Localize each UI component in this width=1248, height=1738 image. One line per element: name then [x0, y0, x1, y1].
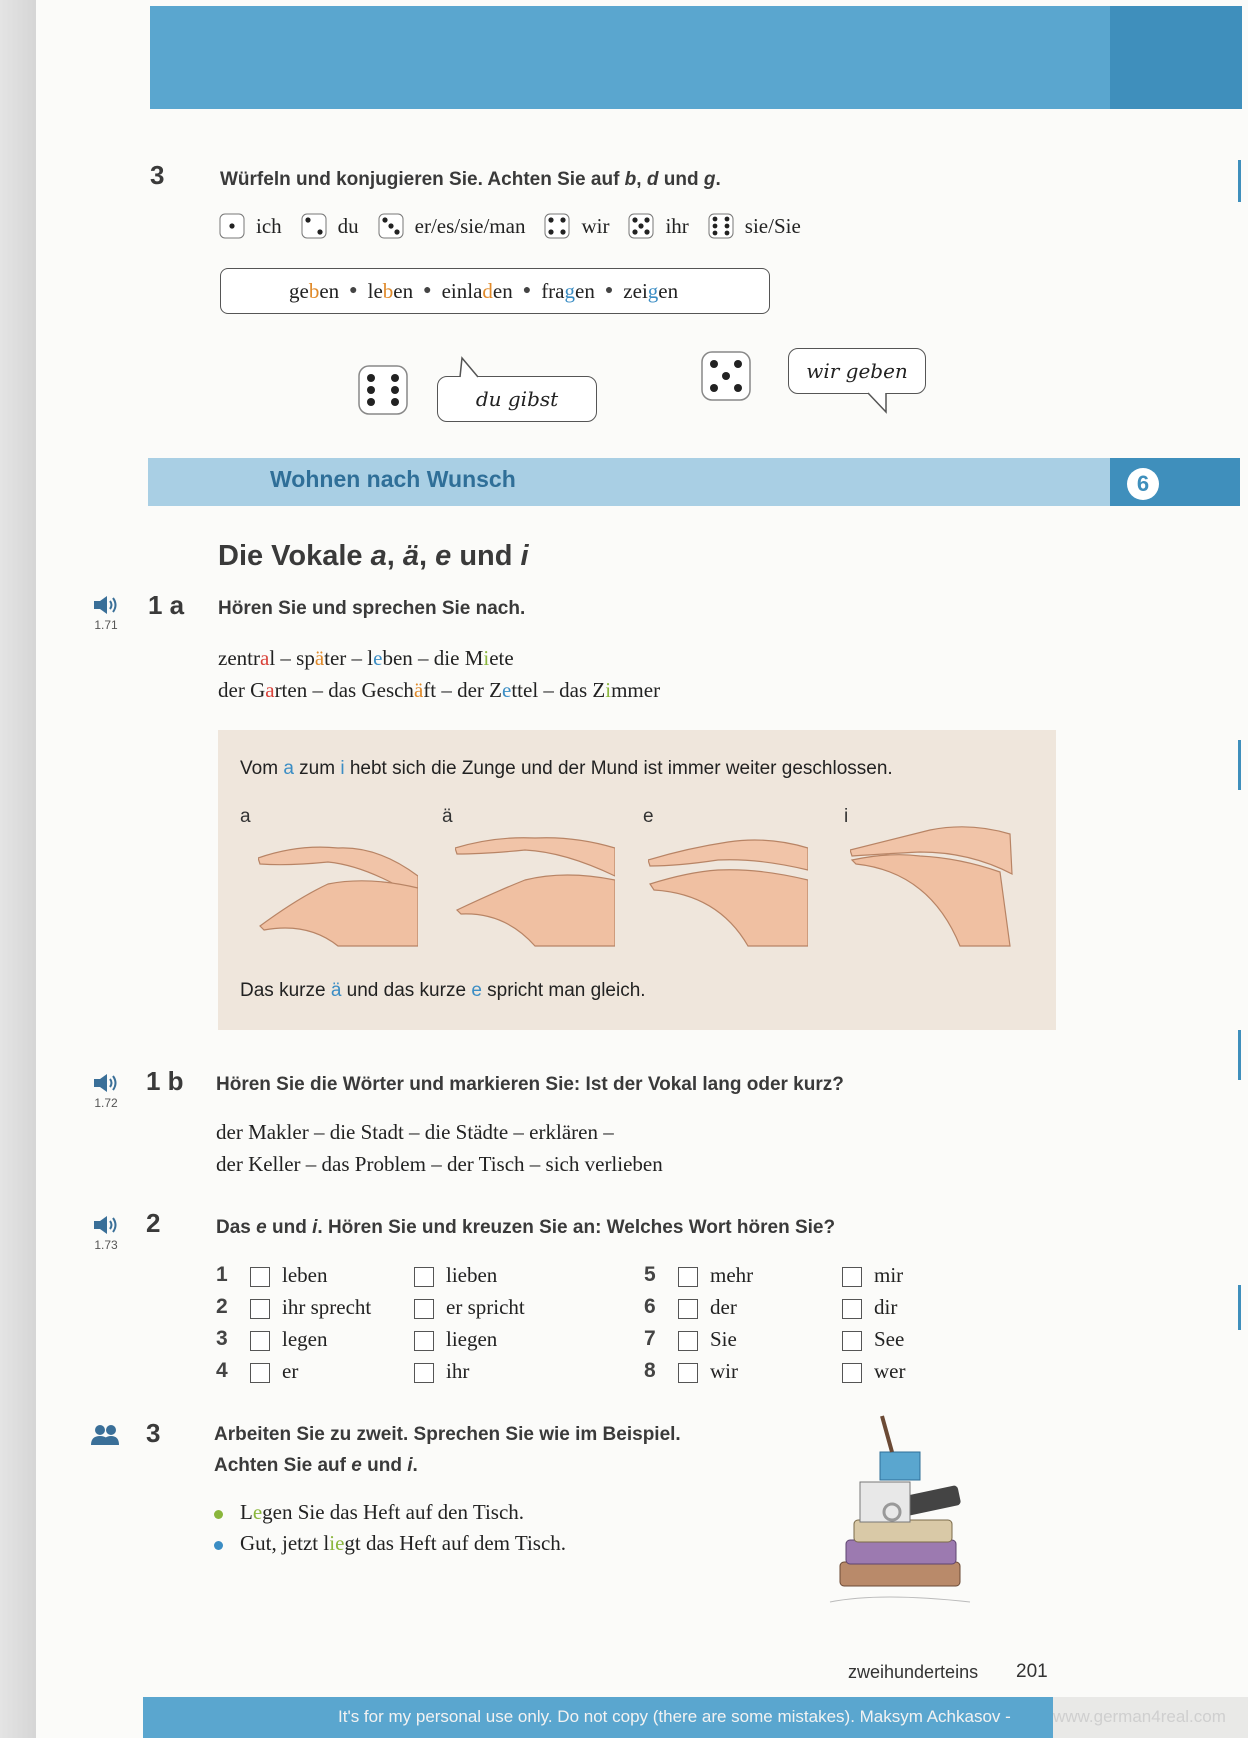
verb-item: fragen	[541, 278, 595, 303]
answer-checkbox[interactable]	[414, 1267, 434, 1287]
bullet-blue	[214, 1541, 223, 1550]
page-number-word: zweihunderteins	[848, 1662, 979, 1682]
word-line	[218, 678, 660, 703]
answer-checkbox[interactable]	[250, 1363, 270, 1383]
item-number: 5	[644, 1263, 656, 1286]
word-segment: ete	[489, 646, 514, 670]
item-number: 8	[644, 1359, 656, 1382]
separator-dot: ●	[349, 283, 358, 298]
answer-checkbox[interactable]	[414, 1299, 434, 1319]
speech-bubble-du-gibst: du gibst	[437, 376, 597, 422]
exercise-number: 1 b	[146, 1066, 184, 1096]
hand-label: a	[240, 806, 251, 827]
separator-dot: ●	[604, 283, 614, 298]
example-sentence: Gut, jetzt liegt das Heft auf dem Tisch.	[240, 1531, 567, 1555]
highlighted-vowel: ä	[413, 678, 424, 702]
pronoun-label: ich	[256, 213, 282, 238]
item-number: 2	[216, 1295, 228, 1318]
books-and-objects-illustration	[820, 1412, 990, 1612]
audio-track-marker	[86, 1214, 126, 1252]
exercise-number: 3	[150, 160, 165, 190]
answer-checkbox[interactable]	[250, 1331, 270, 1351]
scan-watermark-site: www.german4real.com	[1053, 1707, 1226, 1726]
answer-word: liegen	[446, 1327, 498, 1351]
page-edge-tab	[1238, 1285, 1241, 1330]
speaker-icon	[91, 1072, 121, 1094]
item-number: 6	[644, 1295, 656, 1318]
page-number: 201	[1016, 1661, 1048, 1682]
exercise-title: Arbeiten Sie zu zweit. Sprechen Sie wie im Beispiel.	[214, 1424, 681, 1445]
partner-work-icon	[90, 1424, 120, 1446]
dice-icon	[300, 212, 328, 240]
word-segment: der G	[218, 678, 266, 702]
dice-pronoun	[543, 212, 609, 240]
speech-bubble-tail	[866, 392, 890, 414]
speech-bubble-wir-geben: wir geben	[788, 348, 926, 394]
pronoun-label: ihr	[665, 213, 689, 238]
verb-item: leben	[367, 278, 414, 303]
hands-illustration-ae	[455, 818, 615, 948]
answer-word: ihr	[446, 1359, 470, 1383]
highlighted-vowel: e	[373, 646, 383, 670]
answer-checkbox[interactable]	[250, 1267, 270, 1287]
pronoun-label: er/es/sie/man	[414, 213, 526, 238]
word-segment: zentr	[218, 646, 260, 670]
item-number: 4	[216, 1359, 228, 1382]
answer-word: See	[874, 1327, 905, 1351]
speaker-icon	[91, 1214, 121, 1236]
audio-track-marker	[86, 594, 126, 632]
item-number: 3	[216, 1327, 228, 1350]
word-line	[218, 646, 514, 671]
exercise-title: Hören Sie und sprechen Sie nach.	[218, 598, 526, 619]
answer-checkbox[interactable]	[250, 1299, 270, 1319]
hand-label: e	[643, 806, 654, 827]
exercise-number: 3	[146, 1418, 161, 1448]
hands-illustration-e	[648, 818, 808, 948]
verb-item: zeigen	[623, 278, 679, 303]
page-heading: Die Vokale a, ä, e und i	[218, 540, 529, 572]
answer-word: ihr sprecht	[282, 1295, 372, 1319]
large-dice-icon	[355, 362, 411, 418]
answer-word: mir	[874, 1263, 904, 1287]
answer-checkbox[interactable]	[678, 1267, 698, 1287]
top-color-band	[150, 6, 1110, 109]
hands-illustration-a	[258, 818, 418, 948]
word-segment: ben – die M	[382, 646, 484, 670]
highlighted-vowel: a	[259, 646, 270, 670]
word-segment: mmer	[611, 678, 661, 702]
dice-pronoun	[300, 212, 359, 240]
answer-checkbox[interactable]	[678, 1331, 698, 1351]
word-segment: l – sp	[269, 646, 315, 670]
highlighted-vowel: e	[502, 678, 512, 702]
word-segment: ft – der Z	[423, 678, 502, 702]
exercise-title: Hören Sie die Wörter und markieren Sie: Ist der Vokal lang oder kurz?	[216, 1074, 844, 1095]
bullet-green	[214, 1510, 223, 1519]
example-sentence: Legen Sie das Heft auf den Tisch.	[240, 1500, 525, 1524]
chapter-number: 6	[1127, 468, 1159, 500]
answer-checkbox[interactable]	[842, 1363, 862, 1383]
dice-icon	[543, 212, 571, 240]
word-line: der Makler – die Stadt – die Städte – erklären –	[216, 1120, 614, 1144]
verb-item: geben	[289, 278, 340, 303]
answer-word: leben	[282, 1263, 328, 1287]
speaker-icon	[91, 594, 121, 616]
audio-track-number: 1.72	[94, 1096, 118, 1110]
exercise-number: 2	[146, 1208, 161, 1238]
dice-icon	[218, 212, 246, 240]
audio-track-marker	[86, 1072, 126, 1110]
dice-pronoun	[377, 212, 526, 240]
hands-illustration-i	[850, 812, 1015, 948]
answer-word: dir	[874, 1295, 898, 1319]
exercise-title: Das e und i. Hören Sie und kreuzen Sie an: Welches Wort hören Sie?	[216, 1217, 836, 1238]
answer-word: wer	[874, 1359, 906, 1383]
answer-word: er	[282, 1359, 299, 1383]
vowel-note-text: Das kurze ä und das kurze e spricht man gleich.	[240, 980, 646, 1001]
large-dice-icon	[698, 348, 754, 404]
highlighted-vowel: a	[265, 678, 275, 702]
highlighted-vowel: i	[605, 678, 612, 702]
vowel-rule-text: Vom a zum i hebt sich die Zunge und der Mund ist immer weiter geschlossen.	[240, 758, 893, 779]
answer-checkbox[interactable]	[842, 1331, 862, 1351]
dice-icon	[627, 212, 655, 240]
hand-label: i	[844, 806, 849, 827]
dice-pronoun-row	[218, 212, 819, 240]
separator-dot: ●	[423, 283, 432, 298]
audio-track-number: 1.71	[94, 618, 118, 632]
answer-word: wir	[710, 1359, 738, 1383]
word-line: der Keller – das Problem – der Tisch – sich verlieben	[216, 1152, 663, 1176]
answer-checkbox[interactable]	[842, 1299, 862, 1319]
answer-word: legen	[282, 1327, 328, 1351]
highlighted-vowel: i	[483, 646, 490, 670]
speech-bubble-tail	[458, 356, 482, 378]
page-edge-tab	[1238, 160, 1241, 202]
word-segment: ttel – das Z	[511, 678, 606, 702]
answer-checkbox[interactable]	[842, 1267, 862, 1287]
word-segment: ter – l	[324, 646, 374, 670]
page-edge-tab	[1238, 740, 1241, 790]
audio-track-number: 1.73	[94, 1238, 118, 1252]
item-number: 1	[216, 1263, 228, 1286]
dice-pronoun	[627, 212, 688, 240]
dice-icon	[377, 212, 405, 240]
exercise-title: Würfeln und konjugieren Sie. Achten Sie auf b, d und g.	[220, 169, 721, 190]
pronoun-label: wir	[581, 213, 610, 238]
pronoun-label: du	[337, 213, 359, 238]
answer-checkbox[interactable]	[414, 1363, 434, 1383]
answer-word: mehr	[710, 1263, 754, 1287]
pronoun-label: sie/Sie	[744, 213, 801, 238]
dice-icon	[707, 212, 735, 240]
answer-word: Sie	[710, 1327, 737, 1351]
answer-checkbox[interactable]	[678, 1299, 698, 1319]
hand-label: ä	[442, 806, 453, 827]
exercise-subtitle: Achten Sie auf e und i.	[214, 1455, 418, 1476]
answer-checkbox[interactable]	[414, 1331, 434, 1351]
separator-dot: ●	[522, 283, 532, 298]
highlighted-vowel: ä	[314, 646, 325, 670]
section-title: Wohnen nach Wunsch	[270, 466, 516, 492]
verb-list-box	[220, 268, 770, 314]
verb-item: einladen	[441, 278, 513, 303]
answer-checkbox[interactable]	[678, 1363, 698, 1383]
scan-watermark-note: It's for my personal use only. Do not copy (there are some mistakes). Maksym Achkasov -	[338, 1707, 1011, 1726]
dice-pronoun	[707, 212, 801, 240]
page-edge-tab	[1238, 1030, 1241, 1080]
answer-word: er spricht	[446, 1295, 525, 1319]
answer-word: der	[710, 1295, 737, 1319]
item-number: 7	[644, 1327, 656, 1350]
exercise-number: 1 a	[148, 590, 185, 620]
dice-pronoun	[218, 212, 282, 240]
word-segment: rten – das Gesch	[274, 678, 414, 702]
top-color-band-tab	[1110, 6, 1242, 109]
answer-word: lieben	[446, 1263, 498, 1287]
